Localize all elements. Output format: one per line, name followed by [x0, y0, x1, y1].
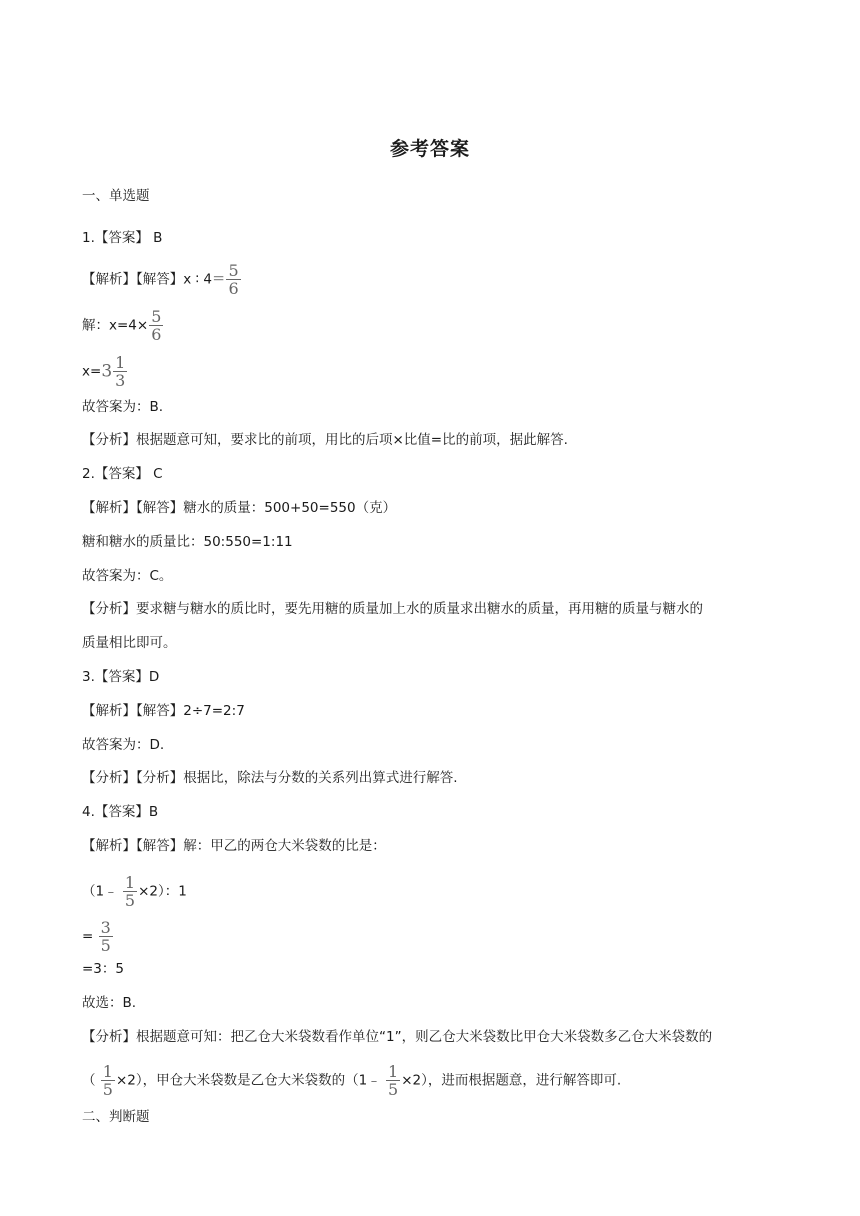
q4-analysis-part-c: ×2），进而根据题意，进行解答即可.	[401, 1072, 622, 1089]
q4-equals	[82, 920, 114, 953]
q4-fraction-1-5: $\frac{1}{5}$	[124, 873, 136, 910]
section-heading-true-false: 二、判断题	[82, 1109, 150, 1125]
q4-expression-suffix: ×2）：1	[138, 883, 187, 900]
q2-answer: 2.【答案】 C	[82, 466, 163, 482]
q2-conclusion: 故答案为：C。	[82, 568, 173, 584]
q4-analysis-line2	[82, 1064, 621, 1097]
q1-step2-text: x=	[82, 363, 102, 380]
q4-analysis-line1: 【分析】根据题意可知：把乙仓大米袋数看作单位“1”，则乙仓大米袋数比甲仓大米袋数多乙仓大米袋数的	[82, 1029, 713, 1045]
q1-mixed-whole: 3	[101, 361, 113, 382]
q4-answer: 4.【答案】B	[82, 804, 159, 820]
q4-analysis-fraction-a: $\frac{1}{5}$	[102, 1062, 113, 1099]
q1-analysis: 【分析】根据题意可知，要求比的前项，用比的后项×比值=比的前项，据此解答.	[82, 432, 568, 448]
q4-analysis-part-b: ×2），甲仓大米袋数是乙仓大米袋数的（1﹣	[115, 1072, 386, 1089]
q1-step1-text: 解：x=4×	[82, 317, 149, 334]
page-title: 参考答案	[389, 138, 470, 160]
q3-answer: 3.【答案】D	[82, 669, 160, 685]
q4-solution: 【解析】【解答】解：甲乙的两仓大米袋数的比是：	[82, 838, 386, 854]
q4-equals-prefix: =	[82, 928, 98, 945]
section-heading-single-choice: 一、单选题	[82, 188, 150, 204]
q1-answer: 1.【答案】 B	[82, 230, 163, 246]
q1-solution	[82, 263, 242, 296]
q1-solution-text: 【解析】【解答】x ∶ 4＝	[82, 271, 226, 288]
q1-step1	[82, 309, 164, 342]
q1-conclusion: 故答案为：B.	[82, 399, 164, 415]
q4-analysis-part-a: （	[82, 1072, 100, 1089]
q1-fraction-5-6: $\frac{5}{6}$	[228, 261, 239, 298]
q1-step2	[82, 355, 128, 388]
q2-solution: 【解析】【解答】糖水的质量：500+50=550（克）	[82, 500, 397, 516]
q1-step1-fraction: $\frac{5}{6}$	[151, 307, 162, 344]
q4-expression-prefix: （1﹣	[82, 883, 122, 900]
q4-expression	[82, 875, 187, 908]
q2-step1: 糖和糖水的质量比：50:550=1:11	[82, 534, 293, 550]
q3-analysis: 【分析】【分析】根据比，除法与分数的关系列出算式进行解答.	[82, 770, 458, 786]
q4-fraction-3-5: $\frac{3}{5}$	[100, 918, 111, 955]
q4-analysis-fraction-b: $\frac{1}{5}$	[388, 1062, 399, 1099]
q3-solution: 【解析】【解答】2÷7=2:7	[82, 703, 245, 719]
q2-analysis-line1: 【分析】要求糖与糖水的质比时，要先用糖的质量加上水的质量求出糖水的质量，再用糖的质量与糖水的	[82, 601, 703, 617]
q4-ratio: =3：5	[82, 961, 124, 977]
q1-mixed-fraction: $\frac{1}{3}$	[115, 353, 126, 390]
q4-conclusion: 故选：B.	[82, 995, 137, 1011]
q2-analysis-line2: 质量相比即可。	[82, 635, 177, 651]
q3-conclusion: 故答案为：D.	[82, 737, 165, 753]
